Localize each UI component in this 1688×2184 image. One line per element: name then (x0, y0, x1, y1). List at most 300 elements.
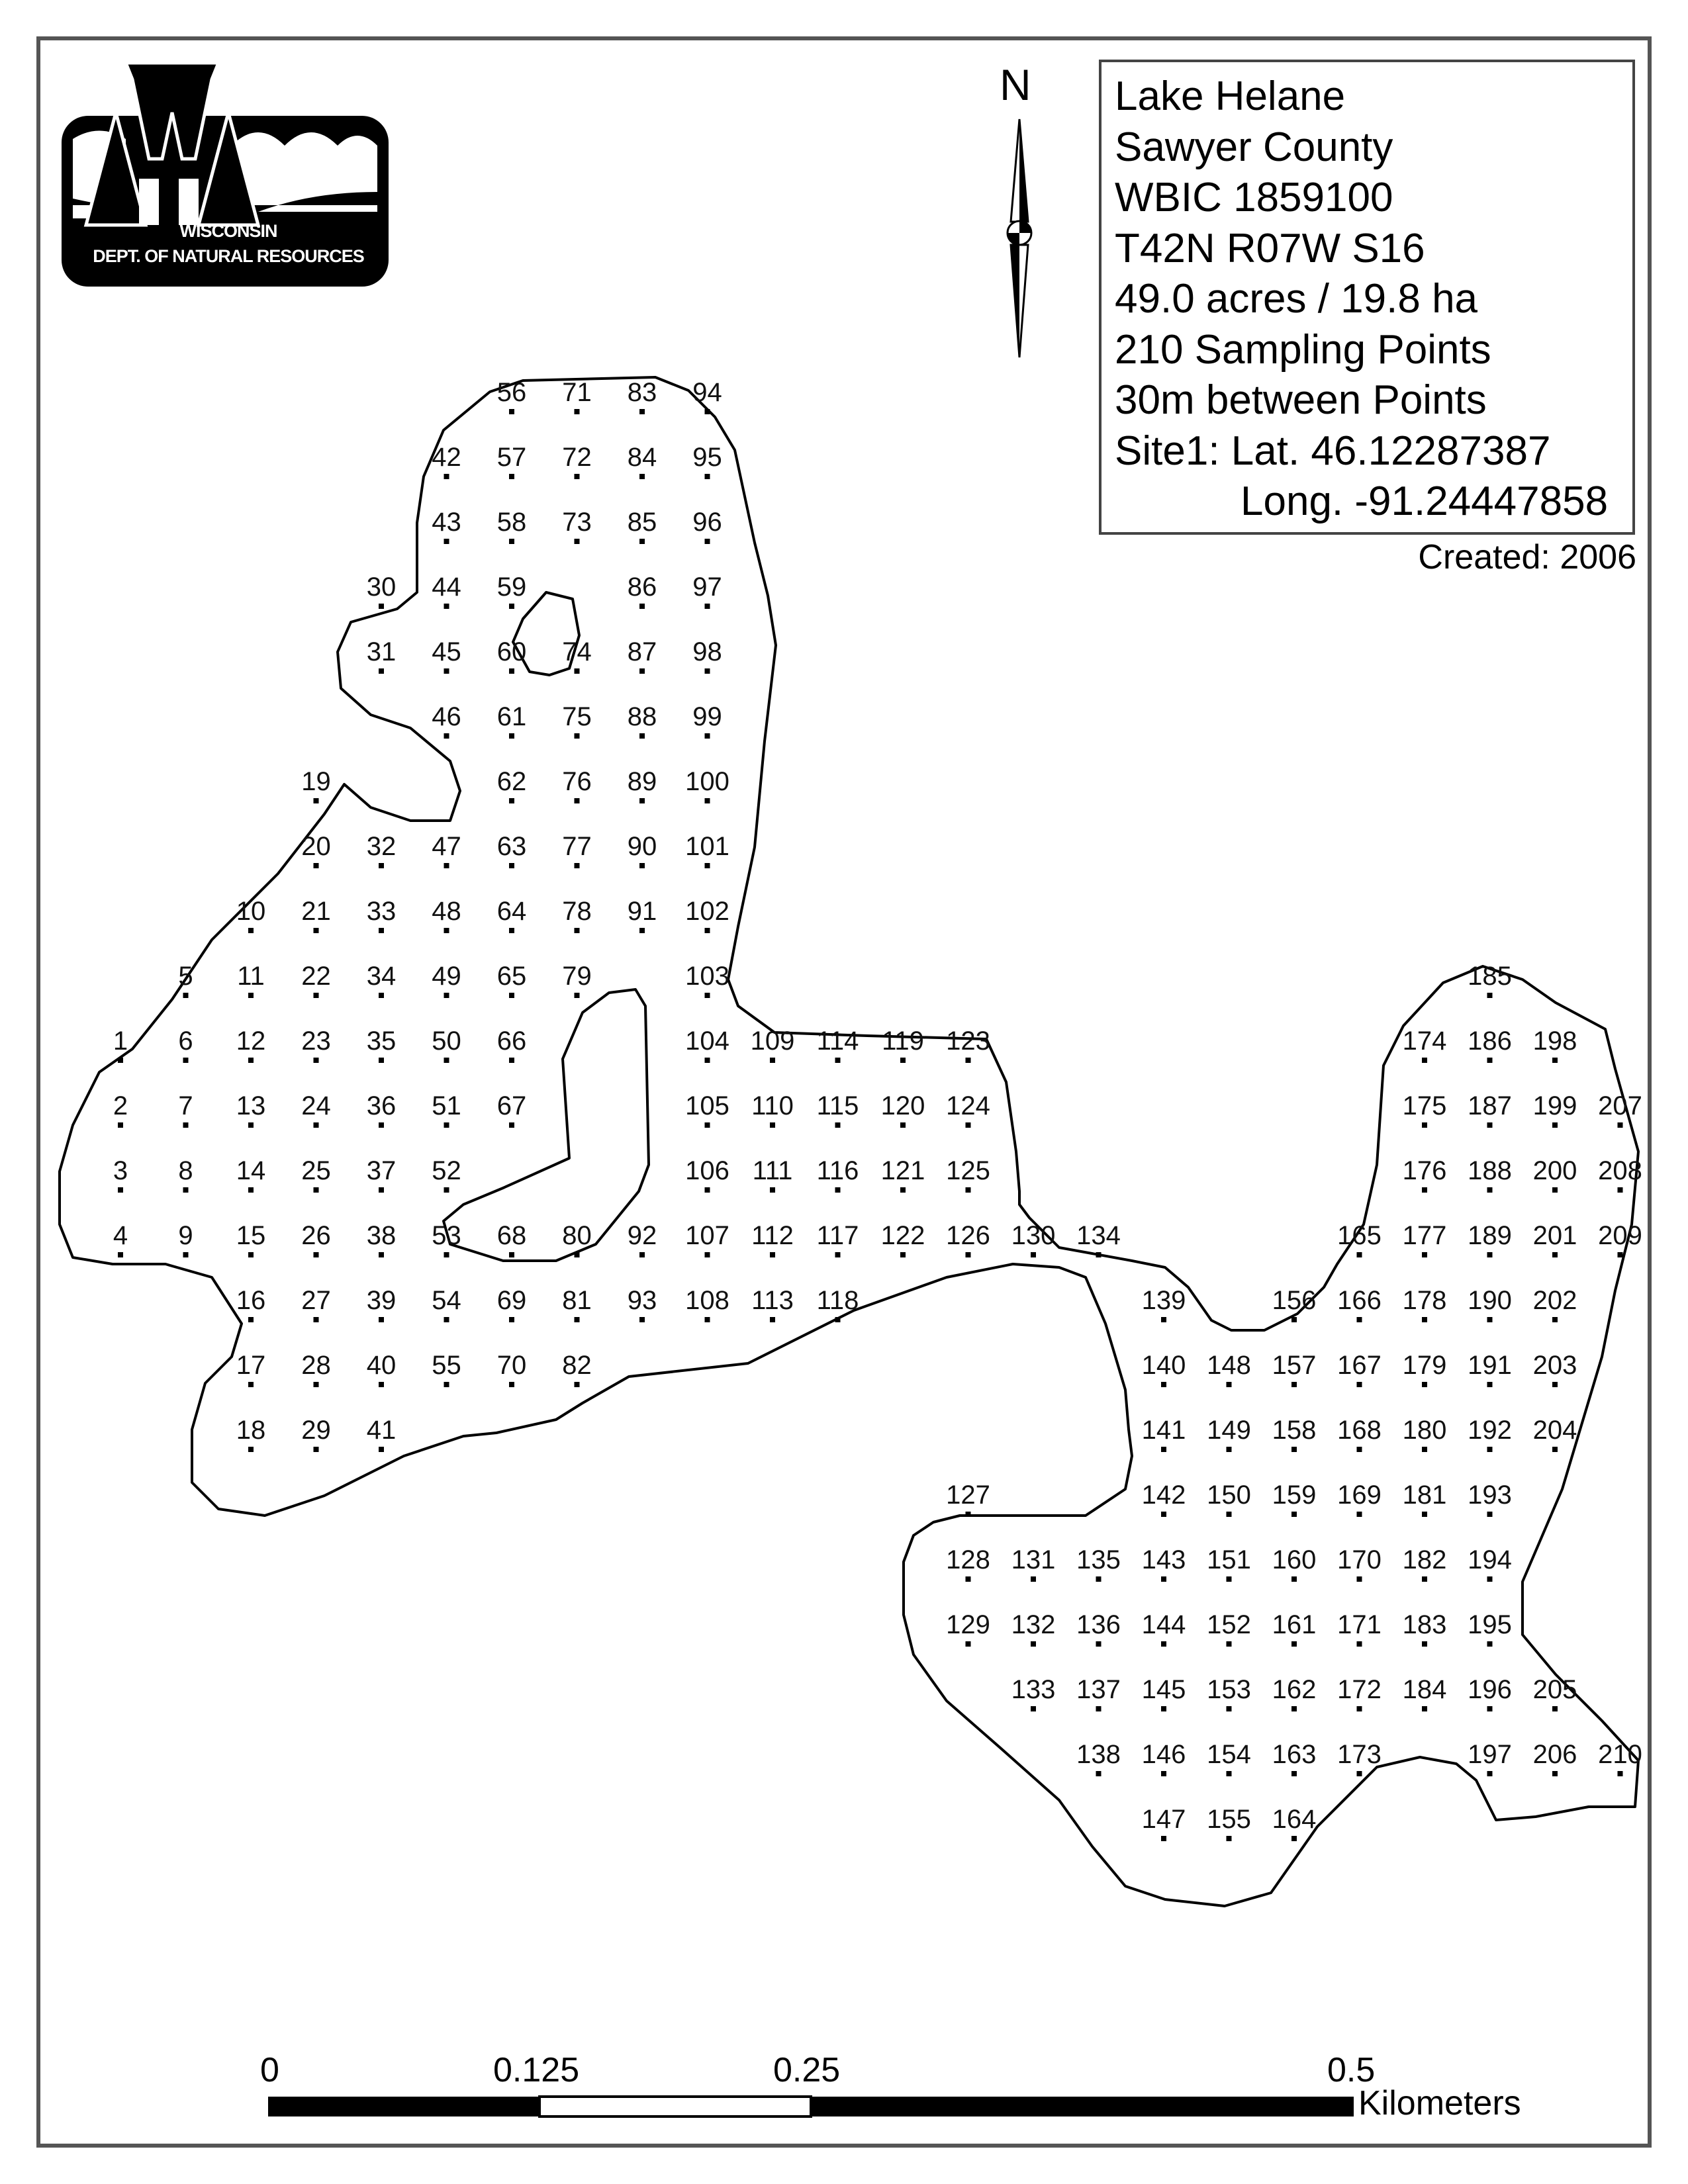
sampling-point-label: 117 (816, 1221, 859, 1250)
sampling-point (1533, 1156, 1577, 1193)
sampling-point (301, 1026, 331, 1063)
sampling-point (1533, 1091, 1577, 1128)
sampling-point (1142, 1805, 1186, 1841)
sampling-point-label: 197 (1468, 1740, 1512, 1769)
sampling-point-marker (248, 1317, 254, 1322)
sampling-point-marker (575, 798, 580, 803)
sampling-point-label: 160 (1272, 1545, 1317, 1574)
sampling-point-label: 4 (113, 1221, 128, 1250)
sampling-point-marker (314, 798, 319, 803)
sampling-point-label: 204 (1532, 1416, 1577, 1445)
sampling-point (685, 1156, 729, 1193)
sampling-point-marker (966, 1252, 971, 1257)
sampling-point-label: 46 (432, 702, 461, 731)
sampling-point-label: 44 (432, 572, 461, 602)
sampling-point (1403, 1286, 1447, 1322)
sampling-point (685, 832, 729, 868)
sampling-point-label: 209 (1598, 1221, 1642, 1250)
sampling-point (432, 572, 461, 609)
sampling-point-marker (575, 668, 580, 674)
sampling-point (1403, 1091, 1447, 1128)
sampling-point-label: 125 (946, 1156, 990, 1185)
sampling-point-label: 30 (366, 572, 397, 602)
sampling-point (1076, 1675, 1121, 1711)
sampling-point (367, 1026, 397, 1063)
sampling-point (1468, 1026, 1512, 1063)
sampling-point-marker (1227, 1382, 1232, 1387)
sampling-point-marker (1161, 1317, 1166, 1322)
sampling-point (1403, 1156, 1447, 1193)
sampling-point (301, 897, 331, 933)
sampling-point-label: 185 (1468, 962, 1512, 991)
sampling-point-marker (1227, 1641, 1232, 1647)
sampling-point-label: 76 (562, 767, 592, 796)
sampling-point-label: 178 (1402, 1286, 1447, 1315)
sampling-point-label: 172 (1337, 1675, 1382, 1704)
sampling-point-label: 95 (692, 443, 722, 472)
sampling-point (301, 767, 331, 803)
sampling-point-marker (1552, 1187, 1558, 1193)
sampling-point-label: 139 (1141, 1286, 1186, 1315)
sampling-point-marker (509, 863, 514, 868)
sampling-point-label: 56 (496, 378, 527, 407)
sampling-point (301, 1091, 331, 1128)
sampling-point-marker (248, 1187, 254, 1193)
sampling-point-label: 63 (496, 832, 527, 861)
sampling-point-marker (639, 928, 645, 933)
sampling-point (751, 1221, 794, 1257)
point-spacing: 30m between Points (1115, 377, 1487, 423)
sampling-point (685, 1286, 729, 1322)
sampling-point-marker (575, 928, 580, 933)
sampling-point (1598, 1740, 1642, 1776)
sampling-point-label: 208 (1598, 1156, 1642, 1185)
sampling-point (1468, 1480, 1512, 1517)
sampling-point-marker (1422, 1641, 1427, 1647)
sampling-point-marker (509, 1252, 514, 1257)
sampling-point-marker (1618, 1122, 1623, 1128)
sampling-point (1142, 1416, 1186, 1452)
sampling-point-marker (575, 539, 580, 544)
sampling-point-label: 147 (1141, 1805, 1186, 1834)
sampling-point (497, 1351, 527, 1387)
sampling-point-marker (1487, 1641, 1493, 1647)
sampling-point (692, 702, 722, 739)
sampling-point-label: 176 (1402, 1156, 1447, 1185)
sampling-point-label: 9 (178, 1221, 193, 1250)
north-label: N (1000, 60, 1031, 109)
sampling-point-label: 26 (301, 1221, 331, 1250)
sampling-point (1598, 1091, 1642, 1128)
sampling-point-marker (509, 928, 514, 933)
sampling-point (562, 1351, 592, 1387)
sampling-point-marker (705, 604, 710, 609)
sampling-point-label: 141 (1141, 1416, 1186, 1445)
sampling-point (237, 962, 265, 998)
sampling-point (1337, 1286, 1382, 1322)
sampling-point-label: 196 (1468, 1675, 1512, 1704)
sampling-point-label: 93 (627, 1286, 657, 1315)
sampling-point (628, 443, 657, 479)
sampling-point-marker (1357, 1771, 1362, 1776)
sampling-point-label: 113 (751, 1286, 794, 1315)
sampling-point-label: 11 (237, 962, 265, 991)
sampling-point (1207, 1480, 1251, 1517)
sampling-point-marker (1552, 1771, 1558, 1776)
sampling-point-label: 206 (1532, 1740, 1577, 1769)
sampling-point-label: 205 (1532, 1675, 1577, 1704)
sampling-point-label: 69 (496, 1286, 527, 1315)
sampling-point-label: 127 (946, 1480, 990, 1510)
sampling-point-marker (509, 474, 514, 479)
sampling-point-label: 6 (178, 1026, 193, 1056)
sampling-point-label: 85 (627, 508, 657, 537)
sampling-point-marker (770, 1252, 775, 1257)
sampling-point-label: 123 (946, 1026, 990, 1056)
sampling-point (236, 1416, 266, 1452)
sampling-point-marker (314, 1187, 319, 1193)
sampling-point (113, 1091, 128, 1128)
sampling-point-label: 168 (1337, 1416, 1382, 1445)
sampling-point-label: 159 (1272, 1480, 1317, 1510)
sampling-point-marker (444, 1317, 449, 1322)
sampling-point-marker (705, 474, 710, 479)
sampling-point (946, 1026, 990, 1063)
sampling-point (301, 962, 331, 998)
sampling-point-marker (444, 474, 449, 479)
sampling-point (562, 702, 592, 739)
sampling-point-label: 157 (1272, 1351, 1317, 1380)
sampling-point-label: 33 (366, 897, 397, 926)
sampling-point-label: 175 (1402, 1091, 1447, 1120)
sampling-point (1207, 1740, 1251, 1776)
sampling-point-marker (183, 1122, 189, 1128)
sampling-point-marker (1161, 1447, 1166, 1452)
sampling-point-label: 97 (692, 572, 722, 602)
sampling-point-marker (248, 1382, 254, 1387)
sampling-point-label: 154 (1207, 1740, 1251, 1769)
sampling-point-label: 8 (178, 1156, 193, 1185)
sampling-point-label: 152 (1207, 1610, 1251, 1639)
sampling-point-label: 179 (1402, 1351, 1447, 1380)
sampling-point-marker (444, 1187, 449, 1193)
scale-units: Kilometers (1358, 2084, 1521, 2122)
scale-tick-025: 0.25 (773, 2051, 841, 2089)
sampling-point-label: 43 (432, 508, 461, 537)
sampling-point-marker (379, 1317, 384, 1322)
sampling-point (236, 1286, 266, 1322)
sampling-point (1207, 1805, 1251, 1841)
sampling-point-label: 50 (432, 1026, 461, 1056)
sampling-point-marker (770, 1317, 775, 1322)
sampling-point-marker (248, 1447, 254, 1452)
sampling-point (432, 443, 461, 479)
sampling-point-marker (575, 1252, 580, 1257)
sampling-point (562, 767, 592, 803)
sampling-point-label: 124 (946, 1091, 990, 1120)
sampling-point-marker (1227, 1512, 1232, 1517)
sampling-point-label: 173 (1337, 1740, 1382, 1769)
sampling-point (236, 1091, 266, 1128)
sampling-point (1076, 1740, 1121, 1776)
sampling-point-marker (1618, 1187, 1623, 1193)
sampling-point (1468, 1286, 1512, 1322)
sampling-point (1011, 1610, 1056, 1647)
sampling-point (367, 1156, 397, 1193)
sampling-point (1142, 1545, 1186, 1582)
sampling-point-marker (835, 1058, 841, 1063)
sampling-point-marker (1422, 1187, 1427, 1193)
sampling-point (1011, 1221, 1056, 1257)
sampling-point (628, 637, 657, 674)
scale-tick-0125: 0.125 (493, 2051, 580, 2089)
info-box (1099, 60, 1635, 535)
sampling-point-label: 53 (432, 1221, 461, 1250)
sampling-point (432, 1221, 461, 1257)
sampling-point (562, 897, 592, 933)
sampling-point (628, 897, 657, 933)
sampling-point-label: 135 (1076, 1545, 1121, 1574)
sampling-point-label: 188 (1468, 1156, 1512, 1185)
sampling-point (178, 1091, 193, 1128)
site-longitude: Long. -91.24447858 (1241, 478, 1609, 524)
sampling-point-marker (1161, 1706, 1166, 1711)
sampling-point-marker (705, 539, 710, 544)
sampling-point-label: 104 (685, 1026, 729, 1056)
sampling-point-label: 81 (562, 1286, 592, 1315)
sampling-point (628, 702, 657, 739)
sampling-point-label: 29 (301, 1416, 331, 1445)
sampling-point-label: 169 (1337, 1480, 1382, 1510)
sampling-point-label: 108 (685, 1286, 729, 1315)
sampling-point-label: 70 (496, 1351, 527, 1380)
sampling-point (562, 962, 592, 998)
sampling-point-marker (1291, 1512, 1297, 1517)
sampling-point-label: 7 (178, 1091, 193, 1120)
sampling-point (751, 1026, 795, 1063)
sampling-point (1403, 1416, 1447, 1452)
scale-bar (268, 2097, 1354, 2116)
sampling-point-label: 143 (1141, 1545, 1186, 1574)
sampling-point (1468, 1675, 1512, 1711)
sampling-point (301, 1351, 331, 1387)
sampling-point (1207, 1610, 1251, 1647)
sampling-point (1533, 1026, 1577, 1063)
sampling-point-label: 184 (1402, 1675, 1447, 1704)
sampling-point (817, 1221, 859, 1257)
county: Sawyer County (1115, 124, 1393, 170)
sampling-point-marker (314, 1058, 319, 1063)
sampling-point-marker (118, 1058, 123, 1063)
sampling-point-marker (379, 668, 384, 674)
sampling-point-marker (770, 1187, 775, 1193)
sampling-point-label: 162 (1272, 1675, 1317, 1704)
sampling-point-label: 82 (562, 1351, 592, 1380)
sampling-point-label: 161 (1272, 1610, 1317, 1639)
sampling-point (497, 572, 527, 609)
sampling-point (946, 1221, 990, 1257)
sampling-point-marker (1357, 1317, 1362, 1322)
sampling-point-label: 22 (301, 962, 331, 991)
sampling-point-label: 14 (236, 1156, 266, 1185)
sampling-point-marker (705, 733, 710, 739)
sampling-point-label: 142 (1141, 1480, 1186, 1510)
sampling-point-marker (1422, 1317, 1427, 1322)
lake-name: Lake Helane (1115, 73, 1346, 119)
sampling-point-label: 48 (432, 897, 461, 926)
sampling-point (1403, 1026, 1447, 1063)
sampling-point-marker (705, 1187, 710, 1193)
sampling-point-marker (1031, 1641, 1036, 1647)
sampling-point-label: 3 (113, 1156, 128, 1185)
sampling-point-label: 55 (432, 1351, 461, 1380)
sampling-point-marker (1161, 1512, 1166, 1517)
sampling-point-label: 129 (946, 1610, 990, 1639)
sampling-point-marker (314, 1382, 319, 1387)
sampling-point-label: 58 (496, 508, 527, 537)
sampling-point-label: 145 (1141, 1675, 1186, 1704)
sampling-points (113, 378, 1642, 1841)
area: 49.0 acres / 19.8 ha (1115, 276, 1478, 322)
sampling-point (628, 767, 657, 803)
sampling-point-label: 23 (301, 1026, 331, 1056)
sampling-point-marker (248, 1058, 254, 1063)
sampling-point-label: 52 (432, 1156, 461, 1185)
sampling-point (562, 378, 592, 414)
sampling-point-label: 190 (1468, 1286, 1512, 1315)
sampling-point-label: 189 (1468, 1221, 1512, 1250)
logo-line-2: DEPT. OF NATURAL RESOURCES (93, 246, 364, 266)
sampling-point-label: 198 (1532, 1026, 1577, 1056)
sampling-point-label: 192 (1468, 1416, 1512, 1445)
sampling-point (1011, 1545, 1056, 1582)
sampling-point-label: 195 (1468, 1610, 1512, 1639)
sampling-point-marker (639, 863, 645, 868)
sampling-point-marker (639, 539, 645, 544)
island-south (444, 989, 649, 1261)
sampling-point (1272, 1416, 1317, 1452)
sampling-point-marker (1422, 1706, 1427, 1711)
sampling-point-label: 138 (1076, 1740, 1121, 1769)
sampling-point-marker (1487, 1576, 1493, 1582)
sampling-point (685, 962, 729, 998)
sampling-point-marker (1031, 1576, 1036, 1582)
sampling-point-marker (1291, 1641, 1297, 1647)
sampling-point-marker (639, 409, 645, 414)
sampling-point-label: 116 (816, 1156, 859, 1185)
sampling-point-marker (1096, 1706, 1102, 1711)
sampling-point-label: 181 (1402, 1480, 1447, 1510)
sampling-point-label: 64 (496, 897, 527, 926)
sampling-point (178, 962, 193, 998)
sampling-point-marker (314, 1317, 319, 1322)
sampling-point-marker (770, 1058, 775, 1063)
sampling-point-marker (509, 409, 514, 414)
sampling-point-marker (444, 1252, 449, 1257)
sampling-point (946, 1610, 990, 1647)
sampling-point-label: 80 (562, 1221, 592, 1250)
sampling-point (692, 443, 722, 479)
sampling-point-label: 109 (750, 1026, 795, 1056)
sampling-point-marker (444, 539, 449, 544)
sampling-point (1468, 1351, 1512, 1387)
sampling-point (432, 637, 461, 674)
sampling-point (1468, 1091, 1512, 1128)
sampling-point (685, 1091, 729, 1128)
sampling-point-marker (639, 604, 645, 609)
sampling-point (628, 572, 657, 609)
sampling-point-label: 34 (366, 962, 397, 991)
sampling-point-label: 79 (562, 962, 592, 991)
sampling-point-label: 32 (366, 832, 397, 861)
sampling-point (881, 1221, 925, 1257)
sampling-point-marker (314, 1252, 319, 1257)
sampling-point-label: 77 (562, 832, 592, 861)
sampling-point-label: 20 (301, 832, 331, 861)
sampling-point-marker (444, 668, 449, 674)
sampling-point-label: 78 (562, 897, 592, 926)
sampling-point (1533, 1221, 1577, 1257)
sampling-point-marker (1357, 1512, 1362, 1517)
sampling-point-label: 182 (1402, 1545, 1447, 1574)
sampling-point-marker (509, 1317, 514, 1322)
sampling-point (497, 767, 527, 803)
sampling-point-label: 166 (1337, 1286, 1382, 1315)
sampling-point-label: 41 (366, 1416, 397, 1445)
sampling-point-marker (575, 1382, 580, 1387)
sampling-point-label: 15 (236, 1221, 266, 1250)
sampling-point-label: 193 (1468, 1480, 1512, 1510)
sampling-point (1076, 1545, 1121, 1582)
sampling-point-marker (1291, 1576, 1297, 1582)
sampling-point-label: 38 (366, 1221, 397, 1250)
sampling-point (432, 897, 461, 933)
sampling-point-marker (705, 928, 710, 933)
sampling-point (1403, 1675, 1447, 1711)
sampling-point-label: 122 (880, 1221, 925, 1250)
sampling-point (1142, 1610, 1186, 1647)
sampling-point (685, 897, 729, 933)
sampling-point-label: 45 (432, 637, 461, 666)
sampling-point-marker (314, 993, 319, 998)
sampling-point-marker (835, 1317, 841, 1322)
sampling-point-marker (770, 1122, 775, 1128)
sampling-point-label: 57 (496, 443, 527, 472)
sampling-point-label: 75 (562, 702, 592, 731)
sampling-point (881, 1091, 925, 1128)
sampling-point-marker (1422, 1512, 1427, 1517)
sampling-point (1337, 1351, 1382, 1387)
sampling-point-label: 37 (366, 1156, 397, 1185)
sampling-point-marker (900, 1058, 906, 1063)
sampling-point-marker (1487, 1187, 1493, 1193)
sampling-point (1403, 1221, 1447, 1257)
sampling-point-label: 49 (432, 962, 461, 991)
sampling-point (432, 1026, 461, 1063)
sampling-point-label: 42 (432, 443, 461, 472)
sampling-point-marker (1552, 1317, 1558, 1322)
sampling-point (1207, 1675, 1251, 1711)
sampling-point-label: 120 (880, 1091, 925, 1120)
sampling-point-marker (966, 1641, 971, 1647)
sampling-point-marker (1357, 1252, 1362, 1257)
sampling-point (367, 572, 397, 609)
sampling-point (628, 832, 657, 868)
sampling-point (1533, 1675, 1577, 1711)
sampling-point-marker (1552, 1382, 1558, 1387)
sampling-point-label: 203 (1532, 1351, 1577, 1380)
sampling-point (432, 1091, 461, 1128)
